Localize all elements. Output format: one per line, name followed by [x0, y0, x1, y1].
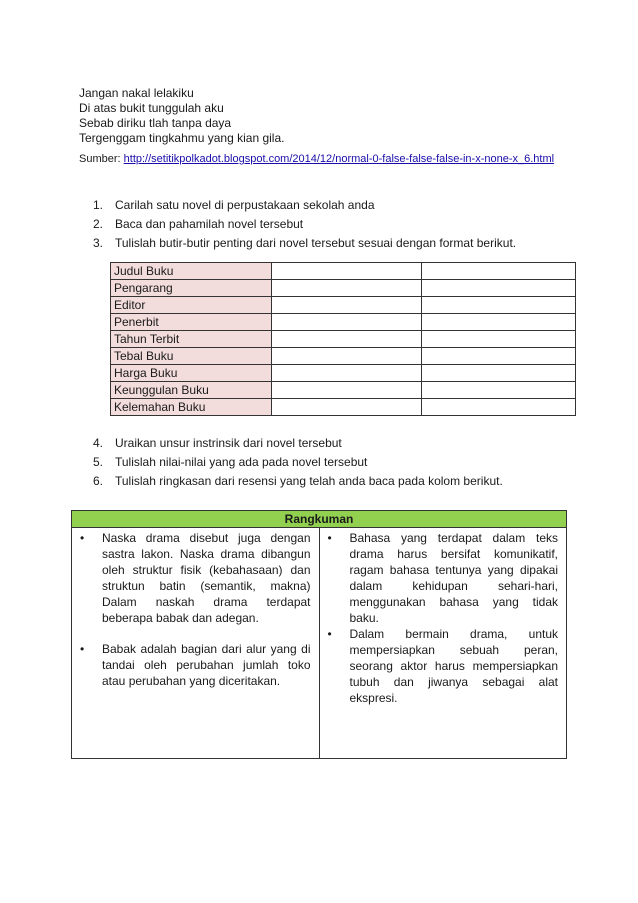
empty-cell — [272, 280, 422, 297]
empty-cell — [422, 297, 576, 314]
row-label: Penerbit — [111, 314, 272, 331]
row-label: Tahun Terbit — [111, 331, 272, 348]
list-number: 3. — [93, 236, 104, 250]
summary-table — [71, 510, 567, 759]
list-text: Uraikan unsur instrinsik dari novel tersebut — [115, 436, 342, 450]
list-number: 1. — [93, 198, 104, 212]
list-text: Baca dan pahamilah novel tersebut — [115, 217, 304, 231]
row-label: Harga Buku — [111, 365, 272, 382]
empty-cell — [422, 314, 576, 331]
table-row — [111, 348, 576, 365]
bullet-text: Naska drama disebut juga dengan sastra lakon. Naska drama dibangun oleh struktur fisik (kebahasaan) dan struktun batin (semantik, makna) Dalam naskah drama terdapat beberapa babak dan adegan. — [102, 531, 311, 625]
instruction-list-b — [93, 434, 503, 491]
empty-cell — [422, 399, 576, 416]
list-item — [80, 641, 311, 689]
list-item — [80, 530, 311, 626]
empty-cell — [272, 348, 422, 365]
summary-left-cell — [72, 528, 320, 759]
table-row — [111, 263, 576, 280]
row-label: Editor — [111, 297, 272, 314]
poem-line: Di atas bukit tunggulah aku — [79, 101, 224, 115]
bullet-icon: • — [327, 627, 332, 641]
list-item — [93, 196, 516, 215]
source-citation — [79, 152, 559, 167]
list-number: 2. — [93, 217, 104, 231]
empty-cell — [422, 348, 576, 365]
bullet-list — [328, 530, 559, 706]
book-format-table — [110, 262, 576, 416]
table-row — [111, 365, 576, 382]
list-text: Tulislah nilai-nilai yang ada pada novel tersebut — [115, 455, 368, 469]
list-item — [93, 234, 516, 253]
empty-cell — [272, 331, 422, 348]
list-item — [93, 453, 503, 472]
summary-body-row — [72, 528, 567, 759]
list-text: Carilah satu novel di perpustakaan sekolah anda — [115, 198, 375, 212]
source-label: Sumber: — [79, 153, 124, 165]
table-row — [111, 331, 576, 348]
poem-line: Sebab diriku tlah tanpa daya — [79, 116, 232, 130]
list-item — [93, 215, 516, 234]
table-row — [111, 399, 576, 416]
source-link[interactable]: http://setitikpolkadot.blogspot.com/2014/12/normal-0-false-false-false-in-x-none-x_6.html — [123, 153, 555, 165]
list-number: 5. — [93, 455, 104, 469]
empty-cell — [272, 399, 422, 416]
empty-cell — [422, 280, 576, 297]
bullet-text: Babak adalah bagian dari alur yang di tandai oleh perubahan jumlah toko atau perubahan yang diceritakan. — [102, 642, 311, 688]
summary-header: Rangkuman — [72, 511, 567, 528]
row-label: Kelemahan Buku — [111, 399, 272, 416]
poem — [79, 86, 284, 146]
list-item — [93, 472, 503, 491]
bullet-icon: • — [80, 642, 85, 656]
bullet-text: Dalam bermain drama, untuk mempersiapkan sebuah peran, seorang aktor harus mempersiapkan tubuh dan jiwanya sebagai alat ekspresi. — [349, 627, 558, 705]
table-row — [111, 314, 576, 331]
list-text: Tulislah ringkasan dari resensi yang telah anda baca pada kolom berikut. — [115, 474, 503, 488]
row-label: Pengarang — [111, 280, 272, 297]
empty-cell — [272, 297, 422, 314]
summary-header-row — [72, 511, 567, 528]
summary-right-cell — [319, 528, 567, 759]
empty-cell — [422, 331, 576, 348]
list-item — [93, 434, 503, 453]
bullet-list — [80, 530, 311, 689]
table-row — [111, 297, 576, 314]
table-row — [111, 382, 576, 399]
list-number: 4. — [93, 436, 104, 450]
table-row — [111, 280, 576, 297]
row-label: Tebal Buku — [111, 348, 272, 365]
poem-line: Tergenggam tingkahmu yang kian gila. — [79, 131, 285, 145]
list-text: Tulislah butir-butir penting dari novel tersebut sesuai dengan format berikut. — [115, 236, 517, 250]
empty-cell — [272, 314, 422, 331]
empty-cell — [422, 365, 576, 382]
poem-line: Jangan nakal lelakiku — [79, 86, 194, 100]
row-label: Keunggulan Buku — [111, 382, 272, 399]
list-item — [328, 626, 559, 706]
bullet-icon: • — [327, 531, 332, 545]
empty-cell — [272, 263, 422, 280]
empty-cell — [272, 382, 422, 399]
list-number: 6. — [93, 474, 104, 488]
bullet-text: Bahasa yang terdapat dalam teks drama harus bersifat komunikatif, ragam bahasa tentunya yang dipakai dalam kehidupan sehari-hari, menggunakan bahasa yang tidak baku. — [349, 531, 558, 625]
list-item — [328, 530, 559, 626]
empty-cell — [272, 365, 422, 382]
empty-cell — [422, 382, 576, 399]
instruction-list-a — [93, 196, 516, 253]
bullet-icon: • — [80, 531, 85, 545]
row-label: Judul Buku — [111, 263, 272, 280]
empty-cell — [422, 263, 576, 280]
